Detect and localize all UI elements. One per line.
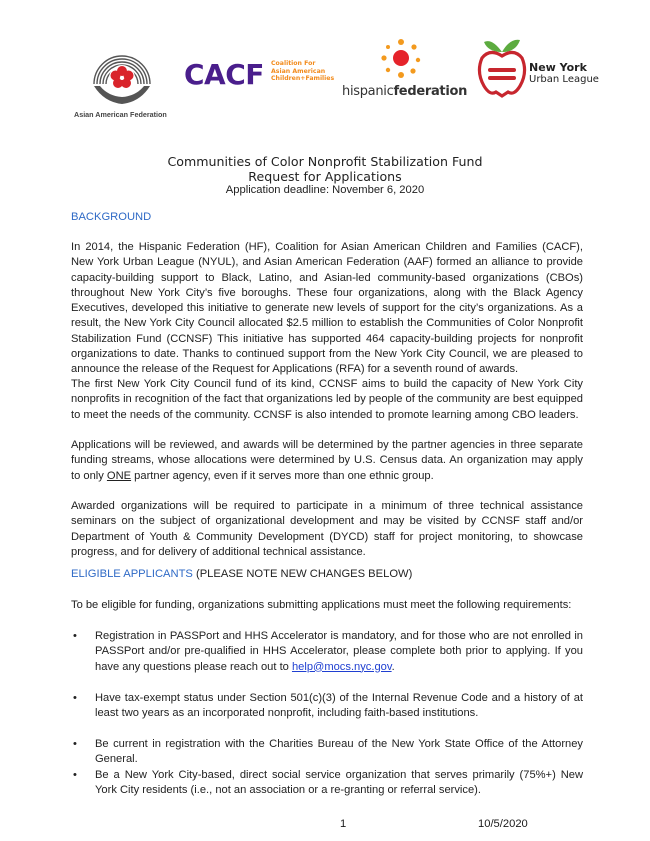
paragraph-text: partner agency, even if it serves more than one ethnic group. bbox=[131, 469, 434, 482]
list-item-text: Be a New York City-based, direct social service organization that serves primarily (75%+) New York City residents (i.e., not an association or a re-granting or referral service). bbox=[95, 769, 583, 797]
application-deadline: Application deadline: November 6, 2020 bbox=[225, 184, 425, 196]
bullet-icon: • bbox=[73, 738, 77, 750]
requirements-list-4 bbox=[71, 768, 583, 799]
eligible-section bbox=[71, 567, 583, 582]
hf-wordmark-part: hispanic bbox=[342, 84, 394, 99]
page-number: 1 bbox=[340, 818, 347, 830]
eligible-intro bbox=[71, 598, 583, 613]
list-item-text: . bbox=[391, 660, 395, 673]
cacf-tagline-line: Coalition For bbox=[271, 60, 316, 67]
nyul-logo bbox=[476, 36, 616, 126]
cacf-logo-tagline bbox=[271, 60, 335, 83]
bullet-icon: • bbox=[73, 630, 77, 642]
list-item bbox=[71, 629, 583, 675]
list-item-text: Registration in PASSPort and HHS Accelerator is mandatory, and for those who are not enrolled in PASSPort and/or pre-qualified in HHS Accelerator, please complete both prior to applying. If you have any questions please reach out to bbox=[95, 630, 583, 673]
requirements-list-3 bbox=[71, 737, 583, 768]
background-paragraph-1 bbox=[71, 240, 583, 378]
bullet-icon: • bbox=[73, 692, 77, 704]
nyul-wordmark-line2: Urban League bbox=[529, 74, 599, 85]
email-link[interactable]: help@mocs.nyc.gov bbox=[291, 660, 392, 673]
paragraph: In 2014, the Hispanic Federation (HF), Coalition for Asian American Children and Families (CACF), New York Urban League (NYUL), and Asian American Federation (AAF) formed an alliance to provide capacity-building support to Black, Latino, and Asian-led community-based organizations (CBOs) throughout New York City’s five boroughs. These four organizations, along with the Black Agency Executives, developed this initiative to generate new levels of support for the city’s organizations. As a result, the New York City Council allocated $2.5 million to establish the Communities of Color Nonprofit Stabilization Fund (CCNSF) This initiative has supported 464 capacity-building projects for nonprofit organizations to date. Thanks to continued support from the New York City Council, we are pleased to announce the release of the Request for Applications (RFA) for a seventh round of awards. bbox=[71, 241, 583, 376]
list-item-text: Have tax-exempt status under Section 501(c)(3) of the Internal Revenue Code and a history of at least two years as an incorporated nonprofit, including faith-based institutions. bbox=[95, 692, 583, 720]
paragraph: The first New York City Council fund of its kind, CCNSF aims to build the capacity of New York City nonprofits in recognition of the fact that organizations led by people of the community are best equipped to meet the needs of the community. CCNSF is also intended to promote learning among CBO leaders. bbox=[71, 378, 583, 421]
footer-date: 10/5/2020 bbox=[478, 818, 528, 830]
apple-icon bbox=[476, 36, 528, 98]
cacf-logo-wordmark: CACF bbox=[184, 58, 264, 91]
nyul-wordmark-line1: New York bbox=[529, 61, 587, 74]
section-heading-background: BACKGROUND bbox=[71, 211, 152, 223]
aaf-logo-text: Asian American Federation bbox=[74, 110, 167, 119]
document-subtitle: Request for Applications bbox=[248, 169, 402, 184]
list-item-text: Be current in registration with the Charities Bureau of the New York State Office of the Attorney General. bbox=[95, 738, 583, 766]
aaf-logo bbox=[74, 44, 170, 124]
paragraph: Awarded organizations will be required to participate in a minimum of three technical assistance seminars on the subject of organizational development and may be visited by CCNSF staff and/or Department of Youth & Community Development (DYCD) staff for project monitoring, to showcase progress, and for delivery of additional technical assistance. bbox=[71, 500, 583, 558]
paragraph bbox=[71, 438, 583, 484]
aaf-emblem-icon bbox=[74, 44, 170, 108]
document-title: Communities of Color Nonprofit Stabilization Fund bbox=[167, 154, 483, 169]
hispanic-federation-logo bbox=[342, 36, 468, 126]
background-paragraph-2 bbox=[71, 377, 583, 423]
hispanic-federation-wordmark bbox=[342, 84, 467, 99]
document-title-block bbox=[0, 154, 650, 197]
partner-logos bbox=[74, 36, 604, 126]
background-section bbox=[71, 210, 583, 225]
heading-note: (PLEASE NOTE NEW CHANGES BELOW) bbox=[192, 568, 413, 580]
paragraph-text: Applications will be reviewed, and awards will be determined by the partner agencies in three separate funding streams, whose allocations were determined by U.S. Census data. An organization may apply to only bbox=[71, 439, 583, 482]
list-item bbox=[71, 691, 583, 722]
list-item bbox=[71, 768, 583, 799]
sun-icon bbox=[342, 36, 462, 82]
underlined-emphasis: ONE bbox=[106, 469, 132, 482]
requirements-list bbox=[71, 629, 583, 675]
section-heading-eligible bbox=[71, 567, 583, 582]
background-paragraph-3 bbox=[71, 438, 583, 484]
cacf-tagline-line: Children+Families bbox=[271, 75, 335, 82]
background-paragraph-4 bbox=[71, 499, 583, 560]
bullet-icon: • bbox=[73, 769, 77, 781]
paragraph: To be eligible for funding, organizations submitting applications must meet the following requirements: bbox=[71, 599, 572, 611]
requirements-list-2 bbox=[71, 691, 583, 722]
list-item bbox=[71, 737, 583, 768]
hf-wordmark-part-bold: federation bbox=[393, 84, 468, 99]
cacf-tagline-line: Asian American bbox=[271, 67, 326, 75]
heading-text: ELIGIBLE APPLICANTS bbox=[71, 568, 193, 580]
